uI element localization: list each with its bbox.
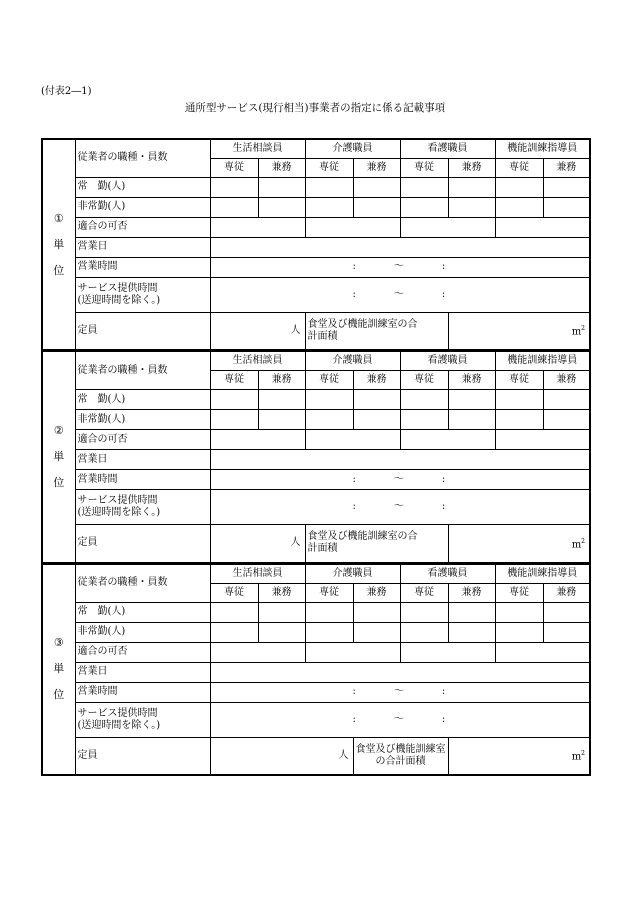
input-cell[interactable] — [495, 197, 543, 217]
part-time-label: 非常勤(人) — [75, 197, 210, 217]
role-header: 機能訓練指導員 — [495, 352, 590, 371]
input-cell[interactable] — [448, 390, 495, 410]
service-hours-line-1: サービス提供時間 — [77, 707, 158, 719]
capacity-input[interactable] — [210, 737, 353, 775]
compliance-label: 適合の可否 — [75, 217, 210, 237]
input-cell[interactable] — [495, 390, 543, 410]
input-cell[interactable] — [543, 390, 590, 410]
input-cell[interactable] — [305, 217, 400, 237]
input-cell[interactable] — [543, 622, 590, 642]
capacity-label: 定員 — [75, 737, 210, 775]
business-hours-input[interactable] — [210, 257, 590, 277]
role-header: 生活相談員 — [210, 352, 305, 371]
input-cell[interactable] — [305, 410, 353, 430]
input-cell[interactable] — [495, 177, 543, 197]
area-label-line-2: 計面積 — [307, 330, 338, 342]
business-hours-label: 営業時間 — [75, 682, 210, 702]
time-colon: : — [352, 261, 356, 272]
sub-header-dual: 兼務 — [258, 583, 305, 602]
form-container — [41, 138, 589, 776]
input-cell[interactable] — [400, 217, 495, 237]
sub-header-dual: 兼務 — [258, 371, 305, 390]
input-cell[interactable] — [258, 602, 305, 622]
input-cell[interactable] — [495, 602, 543, 622]
staff-header: 従業者の職種・員数 — [75, 564, 210, 602]
input-cell[interactable] — [400, 177, 448, 197]
input-cell[interactable] — [210, 177, 258, 197]
time-colon: : — [441, 473, 446, 485]
staff-header: 従業者の職種・員数 — [75, 139, 210, 177]
person-unit: 人 — [290, 324, 301, 336]
service-hours-label — [75, 702, 210, 737]
input-cell[interactable] — [210, 642, 305, 662]
sub-header-dual: 兼務 — [448, 583, 495, 602]
area-label — [353, 737, 448, 775]
area-input[interactable] — [448, 312, 590, 350]
sub-header-dual: 兼務 — [543, 158, 590, 177]
time-colon: : — [441, 261, 446, 272]
unit-number: ① — [53, 211, 64, 225]
input-cell[interactable] — [305, 602, 353, 622]
capacity-label: 定員 — [75, 312, 210, 350]
input-cell[interactable] — [305, 642, 400, 662]
time-colon: : — [352, 686, 356, 697]
regular-label: 常 勤(人) — [75, 602, 210, 622]
role-header: 機能訓練指導員 — [495, 564, 590, 583]
input-cell[interactable] — [353, 622, 400, 642]
area-label-line-1: 食堂及び機能訓練室の合 — [307, 531, 418, 543]
sub-header-full: 専従 — [210, 371, 258, 390]
input-cell[interactable] — [495, 410, 543, 430]
form-number-label: (付表2―1) — [41, 86, 92, 97]
input-cell[interactable] — [448, 177, 495, 197]
sub-header-full: 専従 — [400, 158, 448, 177]
person-unit: 人 — [290, 537, 301, 549]
input-cell[interactable] — [448, 410, 495, 430]
input-cell[interactable] — [495, 430, 590, 450]
input-cell[interactable] — [210, 622, 258, 642]
unit-1-table — [41, 138, 591, 351]
area-label-line-1: 食堂及び機能訓練室 — [355, 743, 446, 755]
input-cell[interactable] — [305, 622, 353, 642]
area-input[interactable] — [448, 525, 590, 563]
sub-header-full: 専従 — [210, 158, 258, 177]
input-cell[interactable] — [400, 430, 495, 450]
input-cell[interactable] — [353, 390, 400, 410]
input-cell[interactable] — [543, 602, 590, 622]
time-colon: : — [352, 473, 356, 485]
role-header: 機能訓練指導員 — [495, 139, 590, 158]
unit-char-2: 位 — [53, 263, 65, 277]
capacity-label: 定員 — [75, 525, 210, 563]
sub-header-dual: 兼務 — [543, 583, 590, 602]
part-time-label: 非常勤(人) — [75, 622, 210, 642]
sub-header-dual: 兼務 — [543, 371, 590, 390]
time-colon: : — [352, 713, 356, 725]
input-cell[interactable] — [258, 622, 305, 642]
input-cell[interactable] — [543, 177, 590, 197]
business-days-label: 営業日 — [75, 662, 210, 682]
area-unit: m — [571, 751, 582, 763]
input-cell[interactable] — [210, 217, 305, 237]
service-hours-line-2: (送迎時間を除く。) — [77, 294, 161, 306]
sub-header-dual: 兼務 — [353, 583, 400, 602]
time-colon: : — [441, 288, 446, 300]
time-wave: 〜 — [393, 288, 404, 300]
role-header: 介護職員 — [305, 139, 400, 158]
area-label-line-2: の合計面積 — [375, 755, 426, 767]
input-cell[interactable] — [305, 430, 400, 450]
area-label — [305, 525, 448, 563]
input-cell[interactable] — [448, 602, 495, 622]
unit-number: ② — [53, 423, 64, 437]
business-hours-label: 営業時間 — [75, 257, 210, 277]
sub-header-full: 専従 — [400, 583, 448, 602]
unit-char-2: 位 — [53, 475, 65, 489]
compliance-label: 適合の可否 — [75, 642, 210, 662]
business-days-input[interactable] — [210, 450, 590, 470]
unit-3-table — [41, 564, 591, 777]
role-header: 介護職員 — [305, 564, 400, 583]
role-header: 看護職員 — [400, 139, 495, 158]
input-cell[interactable] — [495, 642, 590, 662]
service-hours-input[interactable] — [210, 702, 590, 737]
time-colon: : — [441, 713, 446, 725]
unit-char-1: 単 — [53, 449, 65, 463]
sub-header-full: 専従 — [495, 583, 543, 602]
person-unit: 人 — [338, 749, 349, 761]
service-hours-input[interactable] — [210, 277, 590, 312]
sub-header-full: 専従 — [210, 583, 258, 602]
role-header: 介護職員 — [305, 352, 400, 371]
sub-header-dual: 兼務 — [448, 371, 495, 390]
area-label-line-1: 食堂及び機能訓練室の合 — [307, 318, 418, 330]
area-unit-sup: 2 — [581, 325, 585, 333]
input-cell[interactable] — [400, 390, 448, 410]
business-days-input[interactable] — [210, 237, 590, 257]
staff-header: 従業者の職種・員数 — [75, 352, 210, 390]
service-hours-line-1: サービス提供時間 — [77, 495, 158, 506]
compliance-label: 適合の可否 — [75, 430, 210, 450]
input-cell[interactable] — [400, 410, 448, 430]
input-cell[interactable] — [258, 410, 305, 430]
service-hours-line-2: (送迎時間を除く。) — [77, 719, 161, 731]
input-cell[interactable] — [448, 622, 495, 642]
role-header: 生活相談員 — [210, 564, 305, 583]
capacity-input[interactable] — [210, 312, 305, 350]
input-cell[interactable] — [400, 602, 448, 622]
input-cell[interactable] — [258, 177, 305, 197]
input-cell[interactable] — [258, 197, 305, 217]
input-cell[interactable] — [258, 390, 305, 410]
business-hours-label: 営業時間 — [75, 470, 210, 490]
sub-header-full: 専従 — [495, 371, 543, 390]
sub-header-full: 専従 — [400, 371, 448, 390]
business-days-label: 営業日 — [75, 450, 210, 470]
role-header: 生活相談員 — [210, 139, 305, 158]
input-cell[interactable] — [210, 410, 258, 430]
service-hours-line-1: サービス提供時間 — [77, 282, 158, 294]
input-cell[interactable] — [353, 410, 400, 430]
area-input[interactable] — [448, 737, 590, 775]
capacity-input[interactable] — [210, 525, 305, 563]
unit-char-1: 単 — [53, 237, 65, 251]
sub-header-full: 専従 — [305, 371, 353, 390]
unit-number: ③ — [53, 636, 64, 650]
service-hours-label — [75, 490, 210, 525]
area-unit-sup: 2 — [581, 537, 585, 545]
service-hours-line-2: (送迎時間を除く。) — [77, 507, 161, 518]
input-cell[interactable] — [400, 642, 495, 662]
unit-char-2: 位 — [53, 688, 65, 702]
sub-header-full: 専従 — [305, 583, 353, 602]
sub-header-dual: 兼務 — [353, 371, 400, 390]
input-cell[interactable] — [305, 177, 353, 197]
input-cell[interactable] — [210, 430, 305, 450]
time-colon: : — [441, 501, 446, 512]
time-wave: 〜 — [393, 713, 404, 725]
input-cell[interactable] — [353, 602, 400, 622]
input-cell[interactable] — [448, 197, 495, 217]
service-hours-input[interactable] — [210, 490, 590, 525]
input-cell[interactable] — [543, 410, 590, 430]
unit-number-cell — [42, 139, 75, 350]
input-cell[interactable] — [495, 622, 543, 642]
sub-header-dual: 兼務 — [258, 158, 305, 177]
input-cell[interactable] — [353, 197, 400, 217]
role-header: 看護職員 — [400, 564, 495, 583]
sub-header-dual: 兼務 — [353, 158, 400, 177]
time-wave: 〜 — [393, 686, 404, 697]
time-wave: 〜 — [393, 501, 404, 512]
input-cell[interactable] — [495, 217, 590, 237]
sub-header-full: 専従 — [305, 158, 353, 177]
unit-number-cell — [42, 564, 75, 775]
regular-label: 常 勤(人) — [75, 390, 210, 410]
regular-label: 常 勤(人) — [75, 177, 210, 197]
part-time-label: 非常勤(人) — [75, 410, 210, 430]
input-cell[interactable] — [210, 390, 258, 410]
form-title: 通所型サービス(現行相当)事業者の指定に係る記載事項 — [184, 102, 446, 114]
business-hours-input[interactable] — [210, 682, 590, 702]
input-cell[interactable] — [353, 177, 400, 197]
time-colon: : — [441, 686, 446, 697]
time-wave: 〜 — [393, 261, 404, 272]
input-cell[interactable] — [400, 197, 448, 217]
time-wave: 〜 — [393, 473, 404, 485]
area-label — [305, 312, 448, 350]
sub-header-full: 専従 — [495, 158, 543, 177]
input-cell[interactable] — [400, 622, 448, 642]
business-days-label: 営業日 — [75, 237, 210, 257]
input-cell[interactable] — [543, 197, 590, 217]
area-unit: m — [571, 538, 582, 550]
input-cell[interactable] — [305, 197, 353, 217]
business-days-input[interactable] — [210, 662, 590, 682]
input-cell[interactable] — [305, 390, 353, 410]
unit-2-table — [41, 351, 591, 564]
role-header: 看護職員 — [400, 352, 495, 371]
service-hours-label — [75, 277, 210, 312]
sub-header-dual: 兼務 — [448, 158, 495, 177]
input-cell[interactable] — [210, 602, 258, 622]
unit-number-cell — [42, 352, 75, 563]
time-colon: : — [352, 501, 356, 512]
time-colon: : — [352, 288, 356, 300]
area-label-line-2: 計面積 — [307, 543, 338, 555]
input-cell[interactable] — [210, 197, 258, 217]
business-hours-input[interactable] — [210, 470, 590, 490]
area-unit: m — [571, 326, 582, 338]
unit-char-1: 単 — [53, 662, 65, 676]
area-unit-sup: 2 — [581, 750, 585, 758]
